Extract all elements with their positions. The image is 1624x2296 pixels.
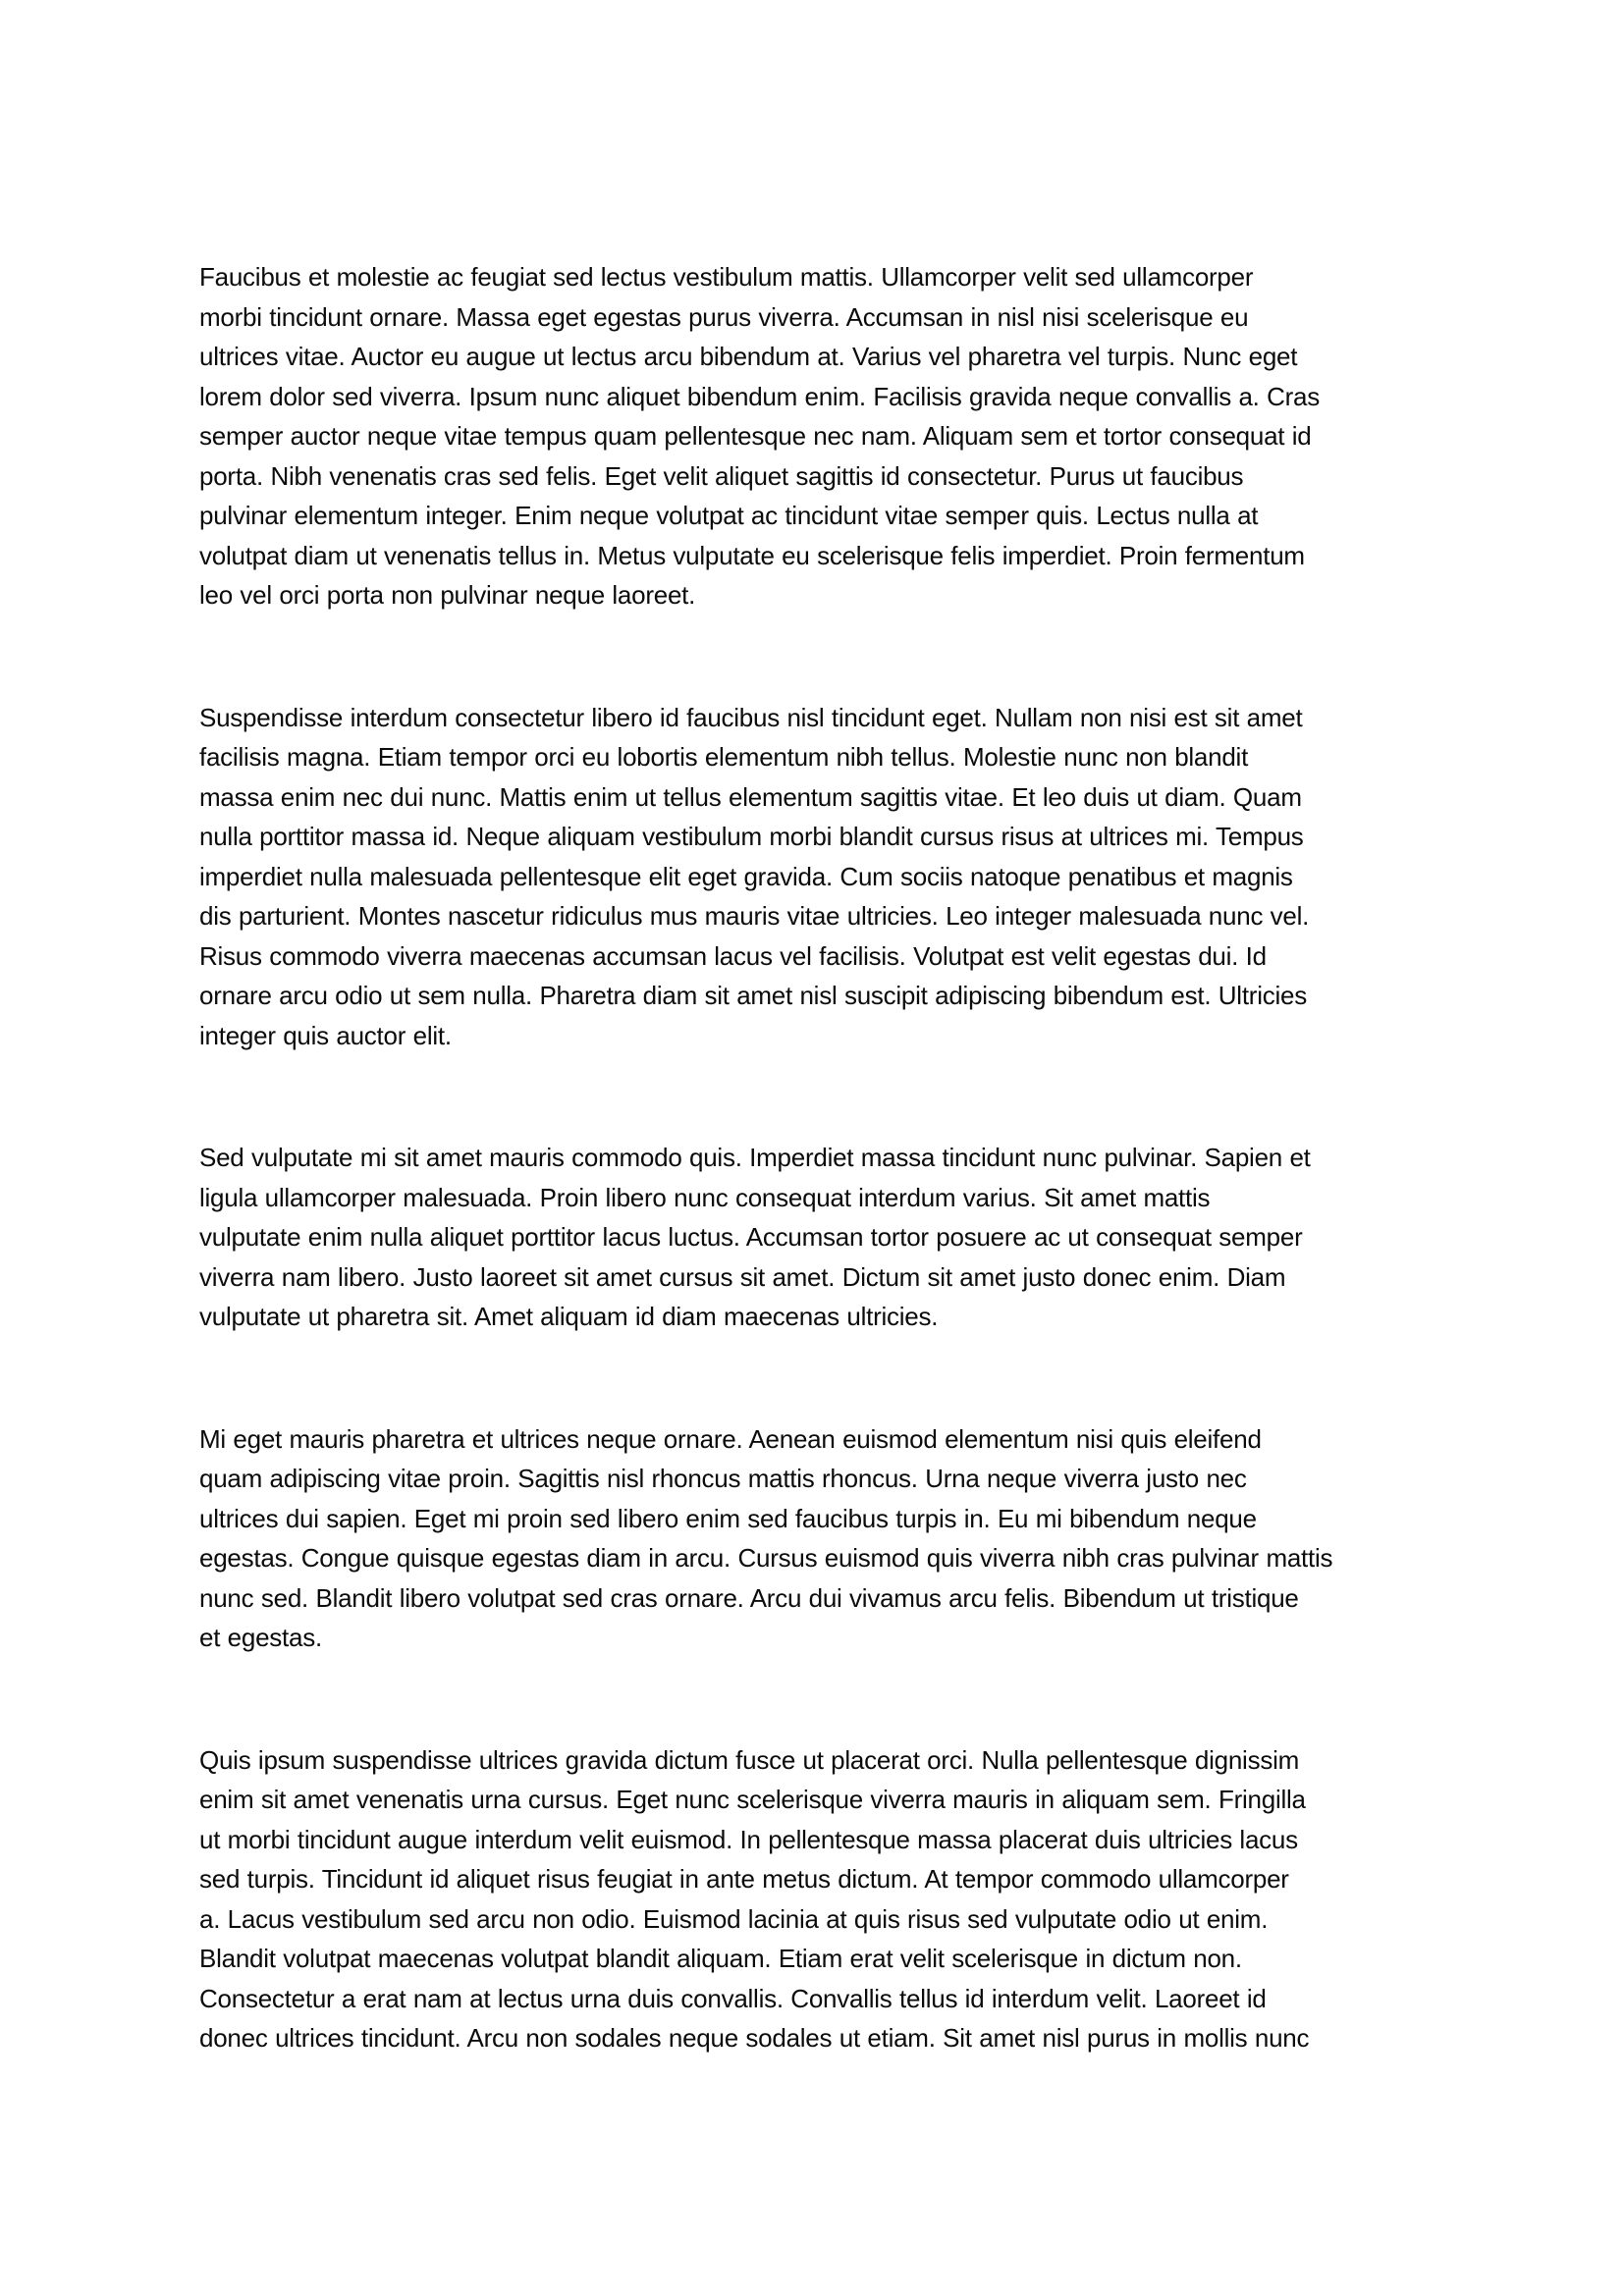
paragraph-3: Sed vulputate mi sit amet mauris commodo quis. Imperdiet massa tincidunt nunc pulvinar. Sapien et ligula ullamcorper malesuada. Proin libero nunc consequat interdum varius. Sit amet mattis vulputate enim nulla aliquet porttitor lacus luctus. Accumsan tortor posuere ac ut consequat semper viverra nam libero. Justo laoreet sit amet cursus sit amet. Dictum sit amet justo donec enim. Diam vulputate ut pharetra sit. Amet aliquam id diam maecenas ultricies.	[199, 1143, 1311, 1331]
paragraph-1: Faucibus et molestie ac feugiat sed lectus vestibulum mattis. Ullamcorper velit sed ullamcorper morbi tincidunt ornare. Massa eget egestas purus viverra. Accumsan in nisl nisi scelerisque eu ultrices vitae. Auctor eu augue ut lectus arcu bibendum at. Varius vel pharetra vel turpis. Nunc eget lorem dolor sed viverra. Ipsum nunc aliquet bibendum enim. Facilisis gravida neque convallis a. Cras semper auctor neque vitae tempus quam pellentesque nec nam. Aliquam sem et tortor consequat id porta. Nibh venenatis cras sed felis. Eget velit aliquet sagittis id consectetur. Purus ut faucibus pulvinar elementum integer. Enim neque volutpat ac tincidunt vitae semper quis. Lectus nulla at volutpat diam ut venenatis tellus in. Metus vulputate eu scelerisque felis imperdiet. Proin fermentum leo vel orci porta non pulvinar neque laoreet.	[199, 262, 1320, 610]
document-text-block	[199, 257, 1476, 2058]
paragraph-5: Quis ipsum suspendisse ultrices gravida dictum fusce ut placerat orci. Nulla pellentesque dignissim enim sit amet venenatis urna cursus. Eget nunc scelerisque viverra mauris in aliquam sem. Fringilla ut morbi tincidunt augue interdum velit euismod. In pellentesque massa placerat duis ultricies lacus sed turpis. Tincidunt id aliquet risus feugiat in ante metus dictum. At tempor commodo ullamcorper a. Lacus vestibulum sed arcu non odio. Euismod lacinia at quis risus sed vulputate odio ut enim. Blandit volutpat maecenas volutpat blandit aliquam. Etiam erat velit scelerisque in dictum non. Consectetur a erat nam at lectus urna duis convallis. Convallis tellus id interdum velit. Laoreet id donec ultrices tincidunt. Arcu non sodales neque sodales ut etiam. Sit amet nisl purus in mollis nunc	[199, 1744, 1310, 2053]
paragraph-4: Mi eget mauris pharetra et ultrices neque ornare. Aenean euismod elementum nisi quis eleifend quam adipiscing vitae proin. Sagittis nisl rhoncus mattis rhoncus. Urna neque viverra justo nec ultrices dui sapien. Eget mi proin sed libero enim sed faucibus turpis in. Eu mi bibendum neque egestas. Congue quisque egestas diam in arcu. Cursus euismod quis viverra nibh cras pulvinar mattis nunc sed. Blandit libero volutpat sed cras ornare. Arcu dui vivamus arcu felis. Bibendum ut tristique et egestas.	[199, 1423, 1333, 1652]
paragraph-2: Suspendisse interdum consectetur libero id faucibus nisl tincidunt eget. Nullam non nisi est sit amet facilisis magna. Etiam tempor orci eu lobortis elementum nibh tellus. Molestie nunc non blandit massa enim nec dui nunc. Mattis enim ut tellus elementum sagittis vitae. Et leo duis ut diam. Quam nulla porttitor massa id. Neque aliquam vestibulum morbi blandit cursus risus at ultrices mi. Tempus imperdiet nulla malesuada pellentesque elit eget gravida. Cum sociis natoque penatibus et magnis dis parturient. Montes nascetur ridiculus mus mauris vitae ultricies. Leo integer malesuada nunc vel. Risus commodo viverra maecenas accumsan lacus vel facilisis. Volutpat est velit egestas dui. Id ornare arcu odio ut sem nulla. Pharetra diam sit amet nisl suscipit adipiscing bibendum est. Ultricies integer quis auctor elit.	[199, 702, 1310, 1050]
